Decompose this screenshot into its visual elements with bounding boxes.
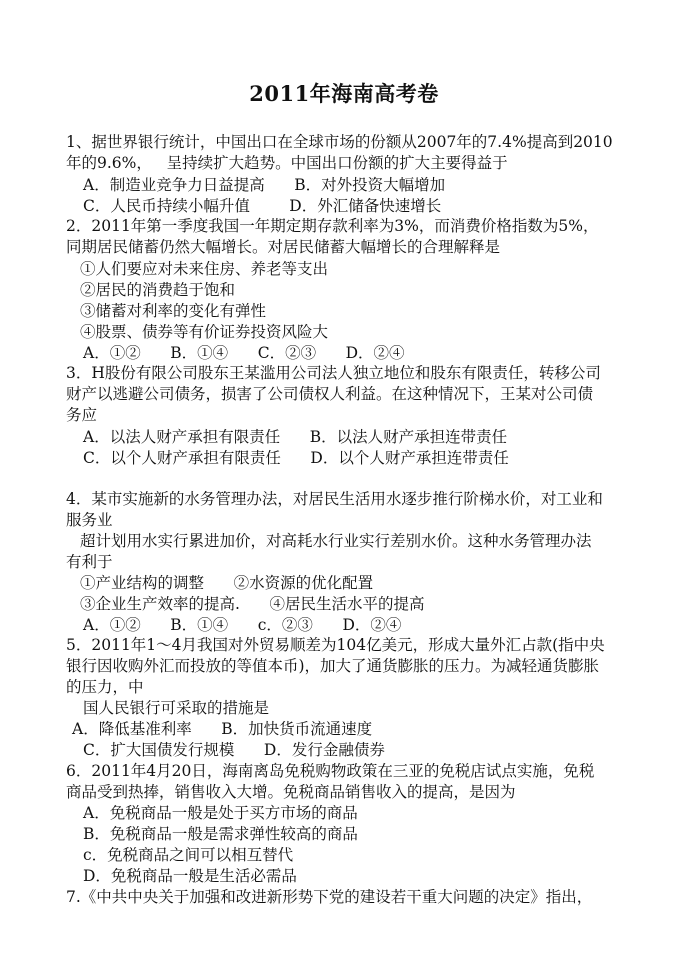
q2-statement-2: ②居民的消费趋于饱和	[80, 281, 236, 299]
q3-stem-line-3: 务应	[66, 406, 98, 424]
q5-stem-line-1: 5．2011年1～4月我国对外贸易顺差为104亿美元，形成大量外汇占款(指中央	[66, 636, 605, 654]
q4-stem-line-2: 服务业	[66, 511, 113, 529]
q1-stem-line-2: 年的9.6%， 呈持续扩大趋势。中国出口份额的扩大主要得益于	[66, 154, 508, 172]
q6-option-a: A．免税商品一般是处于买方市场的商品	[83, 804, 358, 822]
q4-options: A．①② B．①④ c．②③ D．②④	[83, 616, 402, 634]
q2-stem-line-1: 2．2011年第一季度我国一年期定期存款利率为3%，而消费价格指数为5%，	[66, 217, 599, 235]
q4-statements-12: ①产业结构的调整 ②水资源的优化配置	[80, 574, 374, 592]
q2-statement-3: ③储蓄对利率的变化有弹性	[80, 302, 267, 320]
page-title: 2011年海南高考卷	[249, 81, 439, 106]
q3-stem-line-2: 财产以逃避公司债务，损害了公司债权人利益。在这种情况下，王某对公司债	[66, 385, 594, 403]
q5-options-cd: C．扩大国债发行规模 D．发行金融债券	[83, 741, 385, 759]
q1-options-cd: C．人民币持续小幅升值 D．外汇储备快速增长	[83, 197, 442, 215]
q7-stem-line-1: 7.《中共中央关于加强和改进新形势下党的建设若干重大问题的决定》指出，	[66, 888, 593, 906]
q4-stem-line-3: 超计划用水实行累进加价，对高耗水行业实行差别水价。这种水务管理办法	[80, 532, 592, 550]
q6-option-b: B．免税商品一般是需求弹性较高的商品	[83, 825, 358, 843]
q1-options-ab: A．制造业竞争力日益提高 B．对外投资大幅增加	[83, 176, 446, 194]
q5-options-ab: A．降低基准利率 B．加快货币流通速度	[72, 720, 373, 738]
q5-stem-line-4: 国人民银行可采取的措施是	[83, 699, 270, 717]
q2-statement-4: ④股票、债券等有价证券投资风险大	[80, 323, 329, 341]
q3-options-ab: A．以法人财产承担有限责任 B．以法人财产承担连带责任	[83, 428, 508, 446]
q6-stem-line-2: 商品受到热捧，销售收入大增。免税商品销售收入的提高，是因为	[66, 783, 516, 801]
q6-option-c: c．免税商品之间可以相互替代	[83, 846, 294, 864]
q3-options-cd: C．以个人财产承担有限责任 D．以个人财产承担连带责任	[83, 449, 509, 467]
q4-statements-34: ③企业生产效率的提高. ④居民生活水平的提高	[80, 595, 425, 613]
q5-stem-line-3: 的压力，中	[66, 678, 144, 696]
q1-stem-line-1: 1、据世界银行统计，中国出口在全球市场的份额从2007年的7.4%提高到2010	[66, 133, 613, 151]
q2-statement-1: ①人们要应对未来住房、养老等支出	[80, 260, 329, 278]
q2-options: A．①② B．①④ C．②③ D．②④	[83, 344, 405, 362]
q4-stem-line-4: 有利于	[66, 553, 113, 571]
q2-stem-line-2: 同期居民储蓄仍然大幅增长。对居民储蓄大幅增长的合理解释是	[66, 238, 501, 256]
q3-stem-line-1: 3．H股份有限公司股东王某滥用公司法人独立地位和股东有限责任，转移公司	[66, 364, 601, 382]
q5-stem-line-2: 银行因收购外汇而投放的等值本币)，加大了通货膨胀的压力。为减轻通货膨胀	[66, 657, 600, 675]
q6-option-d: D．免税商品一般是生活必需品	[83, 867, 297, 885]
q6-stem-line-1: 6．2011年4月20日，海南离岛免税购物政策在三亚的免税店试点实施，免税	[66, 762, 595, 780]
q4-stem-line-1: 4．某市实施新的水务管理办法，对居民生活用水逐步推行阶梯水价，对工业和	[66, 490, 603, 508]
